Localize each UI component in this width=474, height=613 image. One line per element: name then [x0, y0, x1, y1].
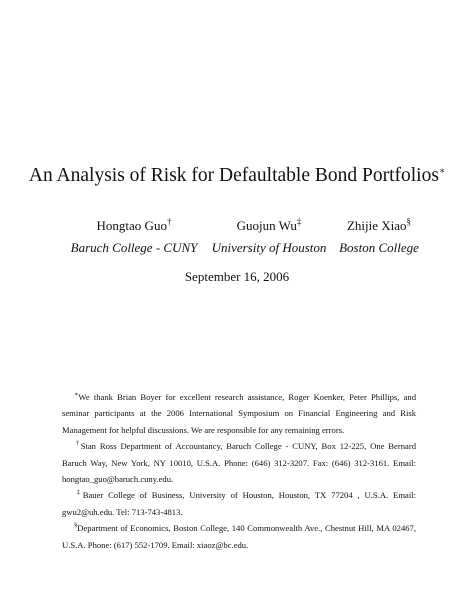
author-name-text: Hongtao Guo: [96, 218, 167, 233]
author-block-guo: [64, 218, 204, 256]
author-affiliation: Boston College: [339, 240, 419, 255]
author-affiliation: University of Houston: [211, 240, 327, 255]
footnote-mark: §: [74, 522, 78, 530]
footnote-text: Stan Ross Department of Accountancy, Baruch College - CUNY, Box 12-225, One Bernard Baruch Way, New York, NY 10010, U.S.A. Phone: (646) 312-3207. Fax: (646) 312-3161. Email: hongtao_guo@baruch.cuny.edu.: [62, 441, 416, 485]
author-name-text: Zhijie Xiao: [346, 218, 407, 233]
author-footnote-mark: §: [406, 216, 412, 227]
footnote-text: Department of Economics, Boston College, 140 Commonwealth Ave., Chestnut Hill, MA 02467, U.S.A. Phone: (617) 552-1709. Email: xiaoz@bc.edu.: [62, 523, 416, 550]
footnote-guo-address: [62, 438, 416, 487]
footnote-mark: ‡: [74, 489, 83, 497]
footnote-mark: †: [74, 440, 81, 448]
author-name-text: Guojun Wu: [236, 218, 297, 233]
footnote-wu-address: [62, 487, 416, 520]
author-affiliation: Baruch College - CUNY: [70, 240, 198, 255]
footnote-xiao-address: [62, 520, 416, 553]
footnotes-section: [62, 389, 416, 553]
footnote-acknowledgements: [62, 389, 416, 438]
title-text: An Analysis of Risk for Defaultable Bond Portfolios: [28, 165, 439, 186]
author-footnote-mark: †: [166, 216, 172, 227]
author-footnote-mark: ‡: [296, 216, 302, 227]
footnote-text: We thank Brian Boyer for excellent research assistance, Roger Koenker, Peter Phillips, and seminar participants at the 2006 International Symposium on Financial Engineering and Risk Management for helpful discussions. We are responsible for any remaining errors.: [62, 392, 416, 435]
author-block-xiao: [334, 218, 424, 256]
footnote-mark: ∗: [74, 391, 79, 399]
author-name: [64, 218, 204, 234]
author-name: [208, 218, 330, 234]
paper-date: September 16, 2006: [184, 269, 290, 284]
author-block-wu: [208, 218, 330, 256]
paper-title: [0, 164, 474, 188]
footnote-text: Bauer College of Business, University of Houston, Houston, TX 77204 , U.S.A. Email: gwu2@uh.edu. Tel: 713-743-4813.: [62, 490, 416, 517]
author-name: [334, 218, 424, 234]
title-footnote-mark: ∗: [438, 165, 446, 176]
